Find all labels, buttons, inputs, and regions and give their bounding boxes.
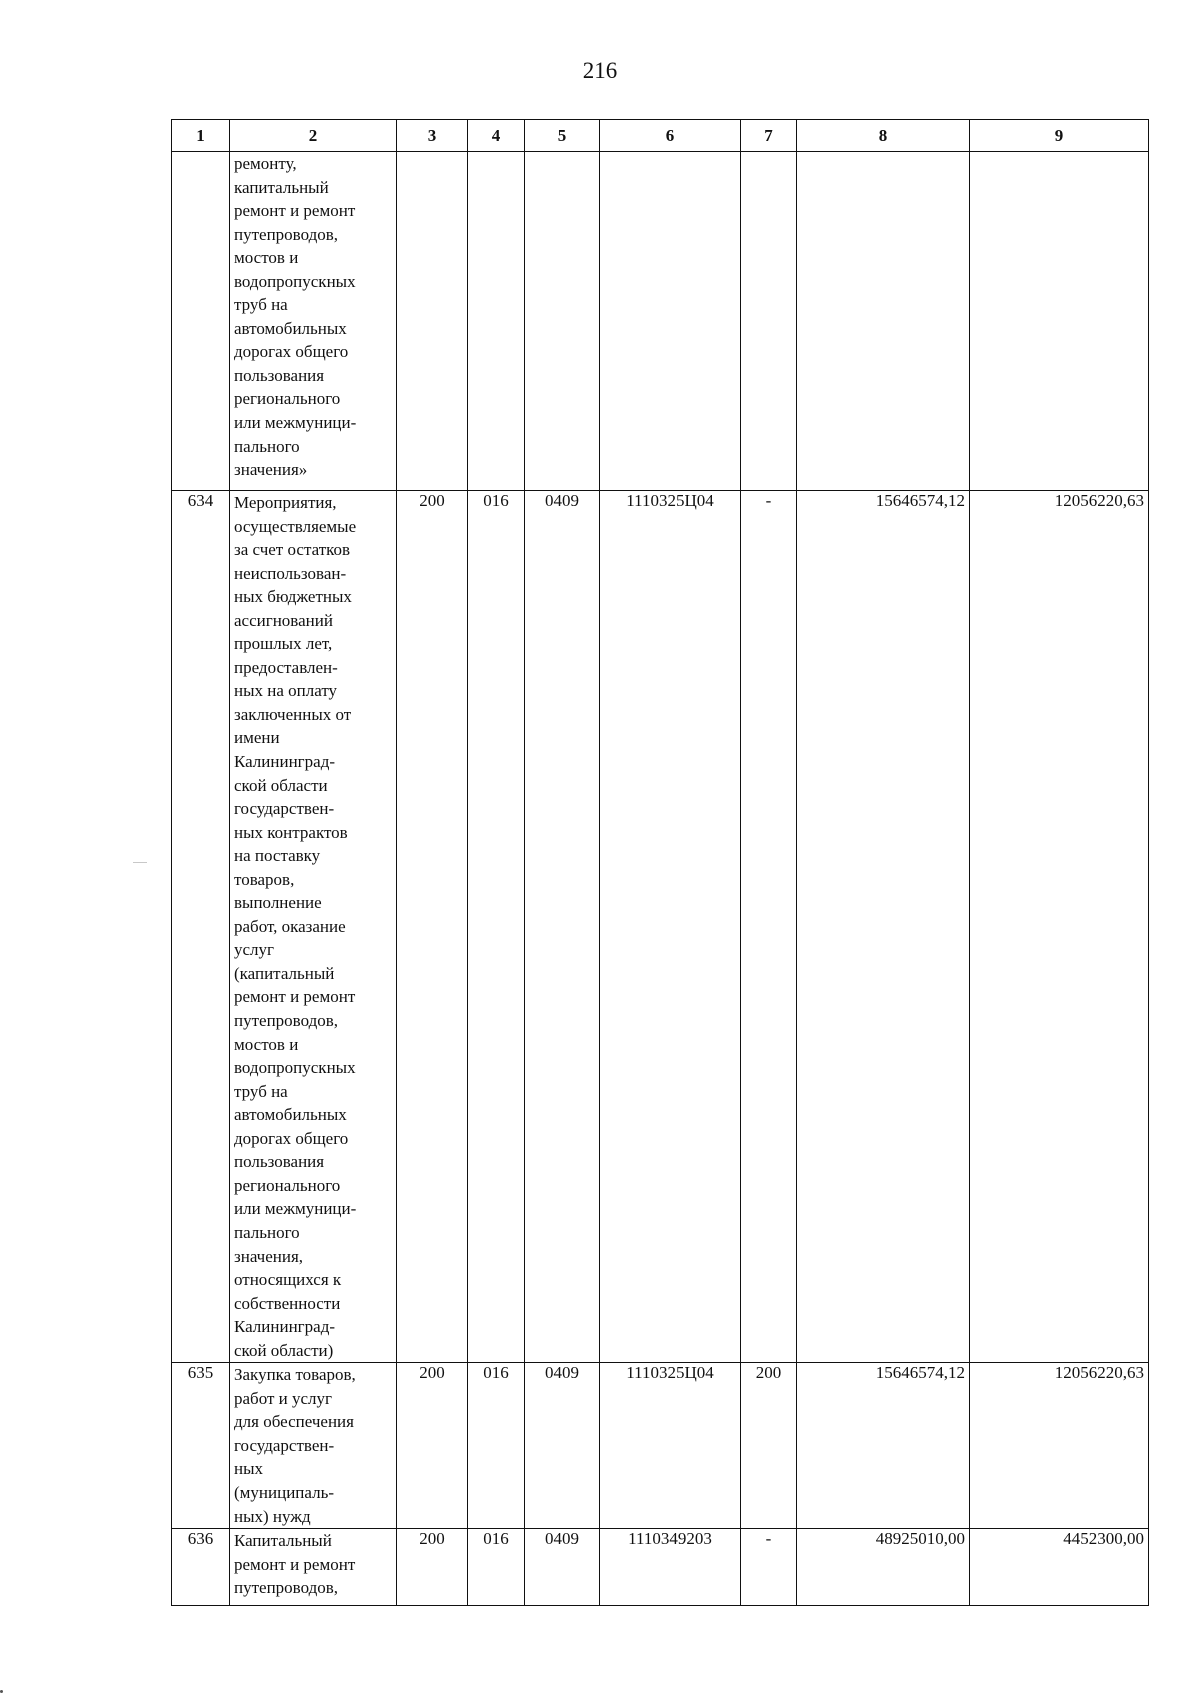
code-cell: 1110325Ц04 [600,1363,741,1529]
code-cell: - [741,1529,797,1606]
description-cell: ремонту, капитальный ремонт и ремонт путепроводов, мостов и водопропускных труб на автомобильных дорогах общего пользования регионального или межмуници- пального значения» [230,152,397,491]
amount-cell: 12056220,63 [970,1363,1149,1529]
code-cell [600,152,741,491]
row-number-cell [172,152,230,491]
amount-cell [797,152,970,491]
column-header: 8 [797,120,970,152]
code-cell [525,152,600,491]
column-header: 7 [741,120,797,152]
code-cell: 016 [468,1529,525,1606]
amount-cell: 12056220,63 [970,491,1149,1363]
code-cell: 0409 [525,1363,600,1529]
code-cell: 0409 [525,491,600,1363]
table-row [172,1529,1149,1606]
code-cell [468,152,525,491]
code-cell: 200 [397,1363,468,1529]
page-number: 216 [582,58,618,83]
column-header: 4 [468,120,525,152]
code-cell: 200 [397,1529,468,1606]
table-header-row [172,120,1149,152]
description-cell: Закупка товаров, работ и услуг для обеспечения государствен- ных (муниципаль- ных) нужд [230,1363,397,1529]
code-cell: 200 [741,1363,797,1529]
table-row [172,152,1149,491]
description-cell: Капитальный ремонт и ремонт путепроводов, [230,1529,397,1606]
column-header: 9 [970,120,1149,152]
scan-margin-mark [133,862,147,863]
column-header: 6 [600,120,741,152]
row-number-cell: 636 [172,1529,230,1606]
column-header: 5 [525,120,600,152]
amount-cell: 48925010,00 [797,1529,970,1606]
row-number-cell: 635 [172,1363,230,1529]
scan-corner-dot [0,1690,3,1693]
budget-table [171,119,1149,1606]
code-cell: 0409 [525,1529,600,1606]
description-cell: Мероприятия, осуществляемые за счет остатков неиспользован- ных бюджетных ассигнований прошлых лет, предоставлен- ных на оплату заключенных от имени Калининград- ской области государствен- ных контрактов на поставку товаров, выполнение работ, оказание услуг (капитальный ремонт и ремонт путепроводов, мостов и водопропускных труб на автомобильных дорогах общего пользования регионального или межмуници- пального значения, относящихся к собственности Калининград- ской области) [230,491,397,1363]
code-cell [741,152,797,491]
table-row [172,1363,1149,1529]
code-cell: 016 [468,1363,525,1529]
column-header: 1 [172,120,230,152]
amount-cell: 15646574,12 [797,1363,970,1529]
amount-cell [970,152,1149,491]
code-cell: 200 [397,491,468,1363]
column-header: 3 [397,120,468,152]
column-header: 2 [230,120,397,152]
code-cell: - [741,491,797,1363]
row-number-cell: 634 [172,491,230,1363]
code-cell: 016 [468,491,525,1363]
table-row [172,491,1149,1363]
code-cell: 1110349203 [600,1529,741,1606]
code-cell [397,152,468,491]
amount-cell: 4452300,00 [970,1529,1149,1606]
code-cell: 1110325Ц04 [600,491,741,1363]
amount-cell: 15646574,12 [797,491,970,1363]
